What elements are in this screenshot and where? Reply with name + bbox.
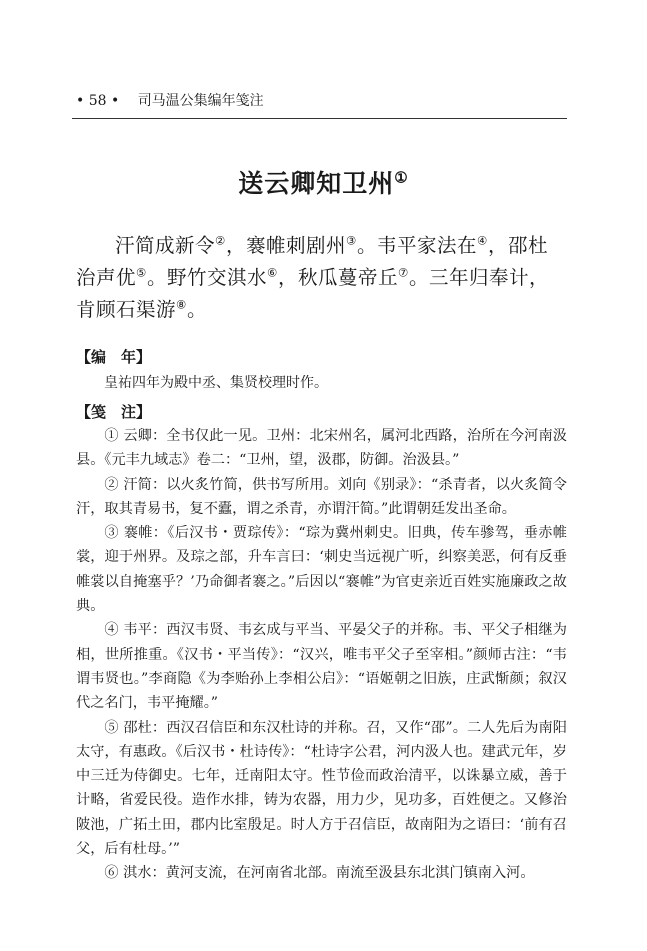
poem-line: 。三年归奉计，肯顾石渠游 <box>76 266 550 321</box>
note-mark: ⑦ <box>398 265 409 280</box>
note-mark: ⑤ <box>136 265 147 280</box>
annotation-6: ⑥ 淇水：黄河支流，在河南省北部。南流至汲县东北淇门镇南入河。 <box>104 865 535 882</box>
running-header <box>76 90 567 110</box>
jianzhu-heading: 【笺 注】 <box>76 403 152 421</box>
poem-line: ，秋瓜蔓帝丘 <box>278 266 399 289</box>
poem-line: 。野竹交淇水 <box>147 266 268 289</box>
annotation-1: ① 云卿：全书仅此一见。卫州：北宋州名，属河北西路，治所在今河南汲县。《元丰九域志》卷二：“卫州，望，汲郡，防御。治汲县。” <box>76 428 567 469</box>
poem-line: 。韦平家法在 <box>357 234 478 257</box>
poem-line: 。 <box>187 298 208 321</box>
poem-line: ，邵杜治声优 <box>76 234 549 289</box>
annotation-5: ⑤ 邵杜：西汉召信臣和东汉杜诗的并称。召，又作“邵”。二人先后为南阳太守，有惠政。《后汉书・杜诗传》：“杜诗字公君，河内汲人也。建武元年，岁中三迁为侍御史。七年，迁南阳太守。性节俭而政治清平，以诛暴立威，善于计略，省爱民役。造作水排，铸为农器，用力少，见功多，百姓便之。又修治陂池，广拓土田，郡内比室殷足。时人方于召信臣，故南阳为之语曰：‘前有召父，后有杜母。’” <box>76 719 567 858</box>
note-mark: ④ <box>477 233 488 248</box>
annotation-list <box>76 424 567 886</box>
page-number: • 58 • <box>76 93 120 109</box>
annotation-2: ② 汗简：以火炙竹简，供书写所用。刘向《别录》：“杀青者，以火炙简令汗，取其青易书，复不蠹，谓之杀青，亦谓汗简。”此谓朝廷发出圣命。 <box>76 476 567 517</box>
bianian-heading: 【编 年】 <box>76 348 152 366</box>
note-mark: ⑥ <box>267 265 278 280</box>
poem-line: ，褰帷刺剧州 <box>226 234 347 257</box>
annotation-3: ③ 褰帷：《后汉书・贾琮传》：“琮为冀州刺史。旧典，传车骖驾，垂赤帷裳，迎于州界。及琮之部，升车言曰：‘刺史当远视广听，纠察美恶，何有反垂帷裳以自掩塞乎？’乃命御者褰之。”后因以“褰帷”为官吏亲近百姓实施廉政之故典。 <box>76 525 567 615</box>
poem-title <box>0 164 647 200</box>
note-mark: ② <box>215 233 226 248</box>
note-mark: ③ <box>346 233 357 248</box>
poem-line: 汗简成新令 <box>115 234 216 257</box>
poem-title-note-mark: ① <box>394 168 409 187</box>
bianian-text: 皇祐四年为殿中丞、集贤校理时作。 <box>104 375 328 391</box>
header-rule <box>72 118 567 119</box>
note-mark: ⑧ <box>176 297 187 312</box>
book-title: 司马温公集编年笺注 <box>137 93 264 109</box>
poem-body <box>76 230 567 326</box>
annotation-4: ④ 韦平：西汉韦贤、韦玄成与平当、平晏父子的并称。韦、平父子相继为相，世所推重。《汉书・平当传》：“汉兴，唯韦平父子至宰相。”颜师古注：“韦谓韦贤也。”李商隐《为李贻孙上李相公启》：“语姬朝之旧族，庄武惭颜；叙汉代之名门，韦平掩耀。” <box>76 622 567 712</box>
poem-title-text: 送云卿知卫州 <box>238 169 395 198</box>
